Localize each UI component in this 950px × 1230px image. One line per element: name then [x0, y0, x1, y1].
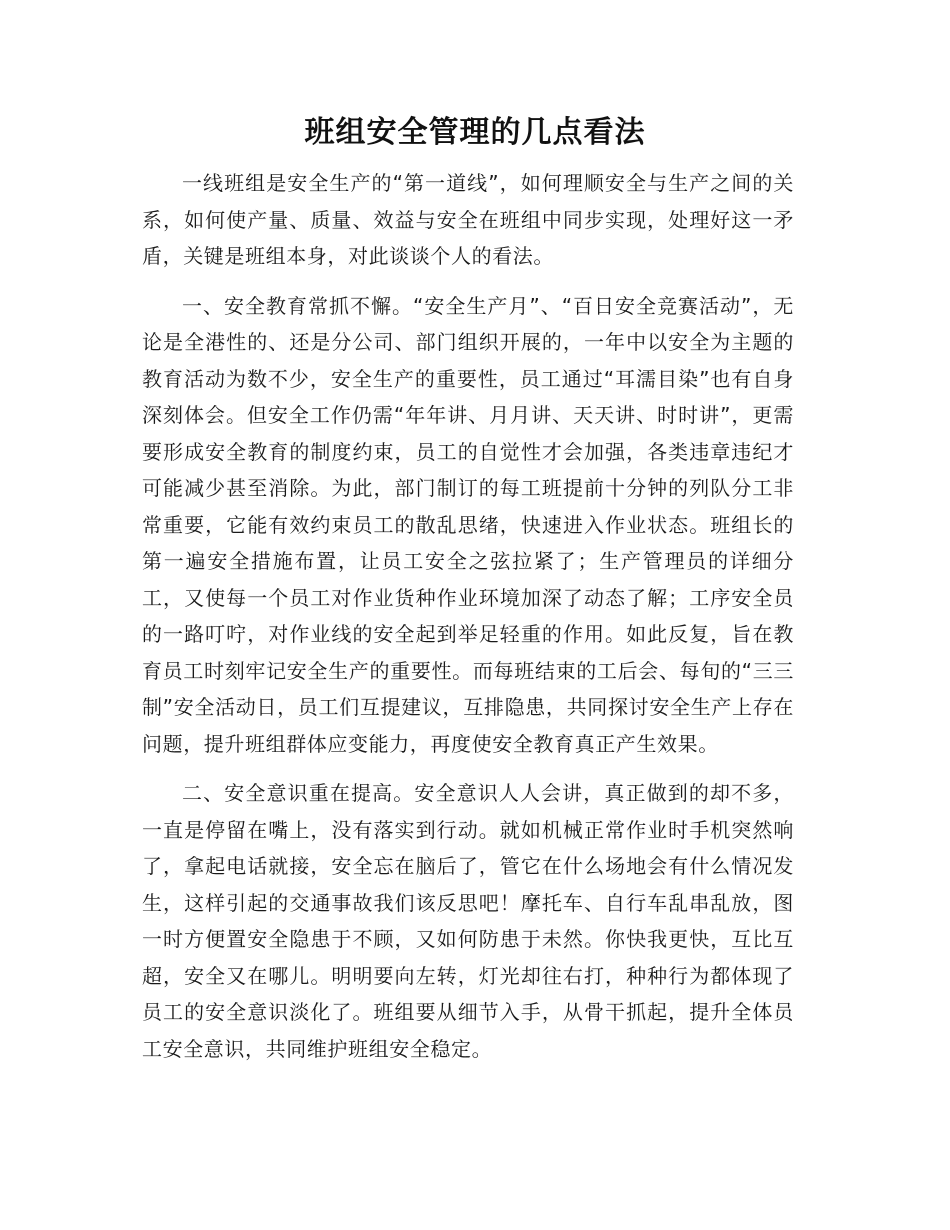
- document-body: [142, 165, 794, 1067]
- paragraph-safety-awareness: 二、安全意识重在提高。安全意识人人会讲，真正做到的却不多，一直是停留在嘴上，没有落实到行动。就如机械正常作业时手机突然响了，拿起电话就接，安全忘在脑后了，管它在什么场地会有什么情况发生，这样引起的交通事故我们该反思吧！摩托车、自行车乱串乱放，图一时方便置安全隐患于不顾，又如何防患于未然。你快我更快，互比互超，安全又在哪儿。明明要向左转，灯光却往右打，种种行为都体现了员工的安全意识淡化了。班组要从细节入手，从骨干抓起，提升全体员工安全意识，共同维护班组安全稳定。: [142, 781, 794, 1061]
- document-title: 班组安全管理的几点看法: [304, 115, 646, 150]
- paragraph-safety-education: 一、安全教育常抓不懈。“安全生产月”、“百日安全竞赛活动”，无论是全港性的、还是分公司、部门组织开展的，一年中以安全为主题的教育活动为数不少，安全生产的重要性，员工通过“耳濡目染”也有自身深刻体会。但安全工作仍需“年年讲、月月讲、天天讲、时时讲”，更需要形成安全教育的制度约束，员工的自觉性才会加强，各类违章违纪才可能减少甚至消除。为此，部门制订的每工班提前十分钟的列队分工非常重要，它能有效约束员工的散乱思绪，快速进入作业状态。班组长的第一遍安全措施布置，让员工安全之弦拉紧了；生产管理员的详细分工，又使每一个员工对作业货种作业环境加深了动态了解；工序安全员的一路叮咛，对作业线的安全起到举足轻重的作用。如此反复，旨在教育员工时刻牢记安全生产的重要性。而每班结束的工后会、每旬的“三三制”安全活动日，员工们互提建议，互排隐患，共同探讨安全生产上存在问题，提升班组群体应变能力，再度使安全教育真正产生效果。: [142, 293, 794, 756]
- paragraph-intro: 一线班组是安全生产的“第一道线”，如何理顺安全与生产之间的关系，如何使产量、质量、效益与安全在班组中同步实现，处理好这一矛盾，关键是班组本身，对此谈谈个人的看法。: [142, 171, 794, 268]
